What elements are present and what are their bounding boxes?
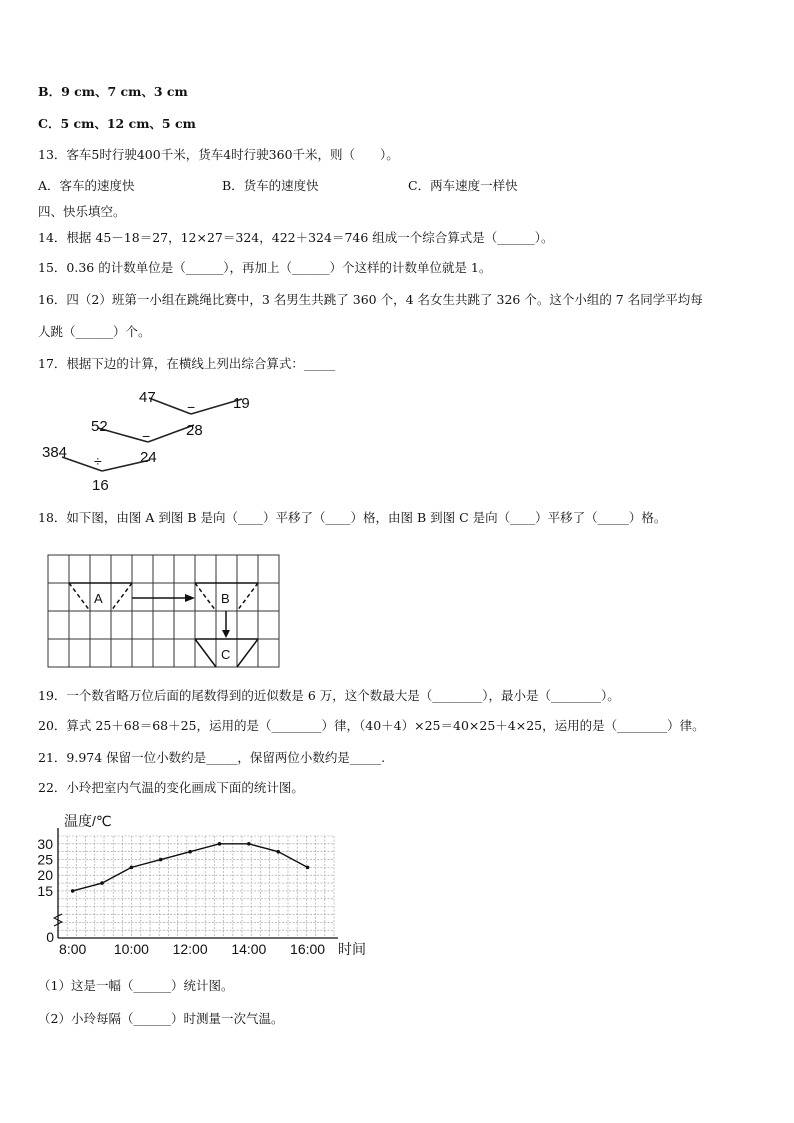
question-22: 22．小玲把室内气温的变化画成下面的统计图。 (38, 780, 304, 795)
data-point (159, 858, 163, 862)
minus-sign-2: − (142, 428, 151, 444)
y-tick-label: 20 (37, 867, 53, 884)
x-axis-label: 时间 (338, 941, 366, 957)
tree-number-28: 28 (186, 422, 203, 439)
x-tick-label: 10:00 (113, 941, 149, 957)
q13-option-a: A．客车的速度快 (38, 178, 135, 193)
shape-label-a: A (94, 591, 103, 606)
minus-sign-1: − (187, 399, 196, 415)
data-point (276, 850, 280, 854)
section-heading: 四、快乐填空。 (38, 204, 126, 219)
question-14: 14．根据 45－18＝27，12×27＝324，422＋324＝746 组成一个综合算式是（______）。 (38, 230, 554, 245)
y-axis-label: 温度/℃ (64, 813, 112, 829)
q13-option-c: C．两车速度一样快 (408, 178, 518, 193)
question-21: 21．9.974 保留一位小数约是_____，保留两位小数约是_____. (38, 750, 386, 765)
axis-break-mark (54, 914, 62, 926)
tree-number-16: 16 (92, 477, 109, 494)
arrowhead-down-icon (222, 630, 230, 638)
shape-label-c: C (221, 647, 231, 662)
divide-sign: ÷ (94, 453, 102, 469)
y-tick-label: 30 (37, 835, 53, 852)
question-22-part-2: （2）小玲每隔（______）时测量一次气温。 (38, 1011, 284, 1026)
temperature-line-chart (34, 808, 384, 960)
tree-number-24: 24 (140, 449, 157, 466)
question-15: 15．0.36 的计数单位是（______），再加上（______）个这样的计数单位就是 1。 (38, 260, 492, 275)
x-tick-label: 12:00 (172, 941, 208, 957)
data-point (71, 889, 75, 893)
data-point (247, 842, 251, 846)
data-point (306, 866, 310, 870)
shape-label-b: B (221, 591, 230, 606)
data-point (218, 842, 222, 846)
x-tick-label: 16:00 (290, 941, 326, 957)
y-tick-label: 15 (37, 882, 53, 899)
question-13: 13．客车5时行驶400千米，货车4时行驶360千米，则（ ）。 (38, 147, 399, 162)
question-17: 17．根据下边的计算，在横线上列出综合算式：_____ (38, 356, 336, 371)
question-16-line-2: 人跳（______）个。 (38, 324, 151, 339)
question-22-part-1: （1）这是一幅（______）统计图。 (38, 978, 234, 993)
arrowhead-right-icon (185, 594, 195, 602)
question-20: 20．算式 25＋68＝68＋25，运用的是（________）律，（40＋4）×25＝40×25＋4×25，运用的是（________）律。 (38, 718, 705, 733)
question-19: 19．一个数省略万位后面的尾数得到的近似数是 6 万，这个数最大是（________），最小是（________）。 (38, 688, 620, 703)
translation-grid (44, 553, 284, 671)
x-tick-label: 8:00 (59, 941, 87, 957)
question-16-line-1: 16．四（2）班第一小组在跳绳比赛中，3 名男生共跳了 360 个，4 名女生共跳了 326 个。这个小组的 7 名同学平均每 (38, 292, 703, 307)
calculation-tree (36, 384, 266, 496)
tree-number-52: 52 (91, 418, 108, 435)
option-b-text: B．9 cm、7 cm、3 cm (38, 84, 188, 99)
y-tick-label: 25 (37, 851, 53, 868)
data-point (100, 881, 104, 885)
x-tick-label: 14:00 (231, 941, 267, 957)
tree-number-19: 19 (233, 395, 250, 412)
data-point (188, 850, 192, 854)
option-c-text: C．5 cm、12 cm、5 cm (38, 116, 196, 131)
origin-label: 0 (46, 929, 54, 945)
data-point (130, 866, 134, 870)
q13-option-b: B．货车的速度快 (222, 178, 319, 193)
tree-number-47: 47 (139, 389, 156, 406)
tree-number-384: 384 (42, 444, 68, 461)
question-18: 18．如下图，由图 A 到图 B 是向（____）平移了（____）格，由图 B 到图 C 是向（____）平移了（_____）格。 (38, 510, 667, 525)
question-13-options (38, 178, 758, 194)
